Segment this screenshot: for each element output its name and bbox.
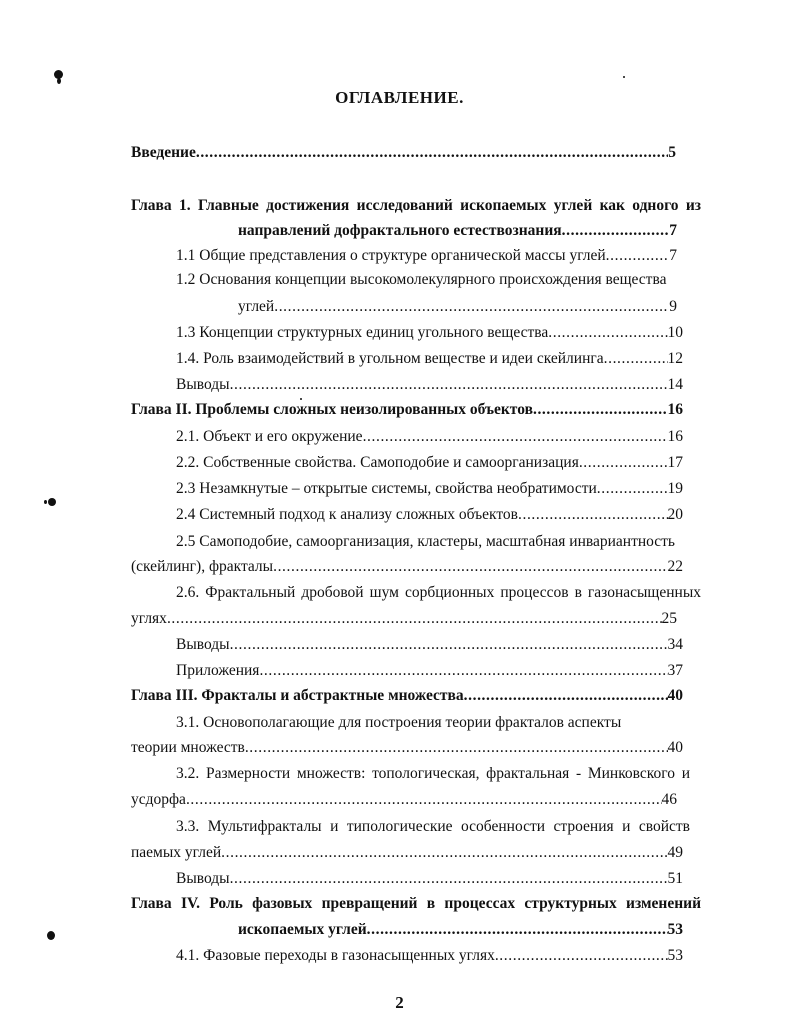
toc-3-conclusions [176,869,683,889]
toc-ch3 [131,686,683,706]
toc-1-conclusions-text: Выводы [176,376,230,393]
toc-2-6-text: углях [131,610,167,627]
toc-ch3-text: Глава III. Фракталы и абстрактные множества [131,687,464,704]
toc-2-appendix-page: 37 [667,662,683,679]
toc-2-4-text: 2.4 Системный подход к анализу сложных объектов [176,506,518,523]
toc-2-conclusions [176,635,683,655]
scan-speck [57,78,61,84]
toc-ch1 [238,221,677,241]
toc-1-4 [176,349,683,369]
toc-ch4 [238,920,683,940]
toc-2-6-line1: 2.6. Фрактальный дробовой шум сорбционных процессов в газонасыщенных [176,584,701,601]
dot-leader [604,349,668,369]
dot-leader [363,427,668,447]
toc-3-1-line1: 3.1. Основополагающие для построения теории фракталов аспекты [176,714,622,731]
toc-2-1 [176,427,683,447]
toc-ch4-line1: Глава IV. Роль фазовых превращений в процессах структурных изменений [131,895,701,912]
toc-1-2-page: 9 [669,298,677,315]
toc-ch3-page: 40 [667,687,683,704]
toc-2-appendix [176,661,683,681]
dot-leader [464,686,668,706]
toc-3-2-page: 46 [661,791,677,808]
dot-leader [606,246,670,266]
dot-leader [273,557,667,577]
toc-3-3 [131,843,683,863]
toc-intro-page: 5 [668,144,676,161]
scan-speck [300,398,302,400]
dot-leader [196,143,668,163]
toc-1-2-text: углей [238,298,275,315]
dot-leader [533,400,668,420]
page-title: ОГЛАВЛЕНИЕ. [335,88,464,107]
toc-4-1-page: 53 [667,947,683,964]
toc-3-3-line1: 3.3. Мультифракталы и типологические особенности строения и свойств [176,818,690,835]
dot-leader [597,479,668,499]
toc-3-conclusions-page: 51 [667,870,683,887]
toc-2-4 [176,505,683,525]
toc-intro [131,143,676,163]
toc-2-2-page: 17 [667,454,683,471]
toc-1-2-line1: 1.2 Основания концепции высокомолекулярного происхождения вещества [176,271,667,288]
toc-ch2-page: 16 [667,401,683,418]
dot-leader [245,738,668,758]
toc-3-conclusions-text: Выводы [176,870,230,887]
toc-2-3 [176,479,683,499]
toc-ch2 [131,400,683,420]
toc-2-5-page: 22 [667,558,683,575]
toc-ch1-text: направлений дофрактального естествознания [238,222,562,239]
toc-2-3-page: 19 [667,480,683,497]
toc-2-1-text: 2.1. Объект и его окружение [176,428,363,445]
dot-leader [230,635,668,655]
dot-leader [167,609,662,629]
toc-1-3 [176,323,683,343]
dot-leader [518,505,668,525]
toc-2-1-page: 16 [667,428,683,445]
toc-3-1-text: теории множеств [131,739,245,756]
page-number: 2 [395,993,404,1012]
toc-intro-text: Введение [131,144,196,161]
toc-3-1-page: 40 [667,739,683,756]
toc-1-conclusions [176,375,683,395]
toc-3-2 [131,790,677,810]
dot-leader [230,869,668,889]
toc-3-3-text: паемых углей [131,844,222,861]
toc-2-6-page: 25 [661,610,677,627]
toc-2-5-line1: 2.5 Самоподобие, самоорганизация, кластеры, масштабная инвариантность [176,533,676,550]
dot-leader [548,323,667,343]
toc-ch1-line1: Глава 1. Главные достижения исследований ископаемых углей как одного из [131,197,701,214]
toc-ch1-page: 7 [669,222,677,239]
toc-2-conclusions-page: 34 [667,636,683,653]
dot-leader [495,946,668,966]
dot-leader [186,790,662,810]
toc-4-1-text: 4.1. Фазовые переходы в газонасыщенных углях [176,947,495,964]
dot-leader [579,453,668,473]
toc-1-3-page: 10 [667,324,683,341]
toc-1-1-page: 7 [669,247,677,264]
toc-1-conclusions-page: 14 [667,376,683,393]
scan-speck [44,500,47,504]
toc-ch4-page: 53 [667,921,683,938]
toc-2-2 [176,453,683,473]
scan-speck [623,76,625,78]
toc-2-6 [131,609,677,629]
scan-speck [48,498,56,506]
toc-2-4-page: 20 [667,506,683,523]
toc-1-2 [238,297,677,317]
toc-3-1 [131,738,683,758]
toc-1-1 [176,246,677,266]
toc-3-2-line1: 3.2. Размерности множеств: топологическая, фрактальная - Минковского и [176,765,690,782]
toc-1-4-page: 12 [667,350,683,367]
dot-leader [274,297,669,317]
toc-1-4-text: 1.4. Роль взаимодействий в угольном веществе и идеи скейлинга [176,350,604,367]
toc-2-appendix-text: Приложения [176,662,260,679]
toc-ch4-text: ископаемых углей [238,921,367,938]
dot-leader [221,843,667,863]
toc-1-1-text: 1.1 Общие представления о структуре органической массы углей [176,247,606,264]
toc-2-conclusions-text: Выводы [176,636,230,653]
scan-speck [47,931,55,940]
dot-leader [230,375,668,395]
dot-leader [562,221,670,241]
toc-ch2-text: Глава II. Проблемы сложных неизолированных объектов [131,401,533,418]
toc-4-1 [176,946,683,966]
toc-3-3-page: 49 [667,844,683,861]
toc-3-2-text: усдорфа [131,791,186,808]
toc-2-3-text: 2.3 Незамкнутые – открытые системы, свойства необратимости [176,480,597,497]
toc-1-3-text: 1.3 Концепции структурных единиц угольного вещества [176,324,549,341]
toc-2-5-text: (скейлинг), фракталы [131,558,274,575]
toc-2-2-text: 2.2. Собственные свойства. Самоподобие и самоорганизация [176,454,579,471]
dot-leader [259,661,667,681]
dot-leader [367,920,668,940]
toc-2-5 [131,557,683,577]
